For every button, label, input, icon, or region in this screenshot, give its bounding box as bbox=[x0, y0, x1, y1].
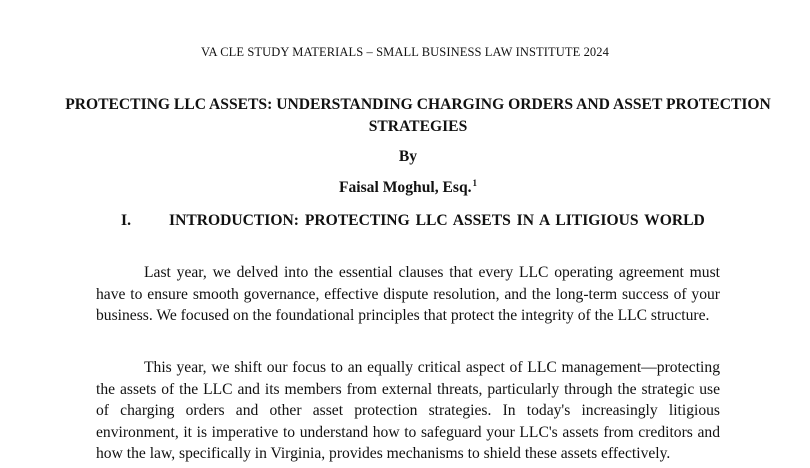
author-line bbox=[0, 178, 810, 197]
body-paragraph: This year, we shift our focus to an equally critical aspect of LLC management—protecting the assets of the LLC and its members from external threats, particularly through the strategic use of charging orders and other asset protection strategies. In today's increasingly litigious environment, it is imperative to understand how to safeguard your LLC's assets from creditors and how the law, specifically in Virginia, provides mechanisms to shield these assets effectively. bbox=[96, 359, 720, 463]
author-name: Faisal Moghul, Esq. bbox=[338, 179, 472, 196]
section-title: INTRODUCTION: PROTECTING LLC ASSETS IN A LITIGIOUS WORLD bbox=[169, 212, 705, 229]
footnote-marker[interactable]: 1 bbox=[472, 178, 478, 188]
document-title: PROTECTING LLC ASSETS: UNDERSTANDING CHARGING ORDERS AND ASSET PROTECTION STRATEGIES bbox=[65, 96, 771, 135]
body-paragraph: Last year, we delved into the essential clauses that every LLC operating agreement must have to ensure smooth governance, effective dispute resolution, and the long-term success of your business. We focused on the foundational principles that protect the integrity of the LLC structure. bbox=[96, 264, 720, 325]
by-line: By bbox=[398, 148, 418, 165]
running-header: VA CLE STUDY MATERIALS – SMALL BUSINESS LAW INSTITUTE 2024 bbox=[201, 45, 609, 59]
section-number: I. bbox=[121, 212, 131, 229]
